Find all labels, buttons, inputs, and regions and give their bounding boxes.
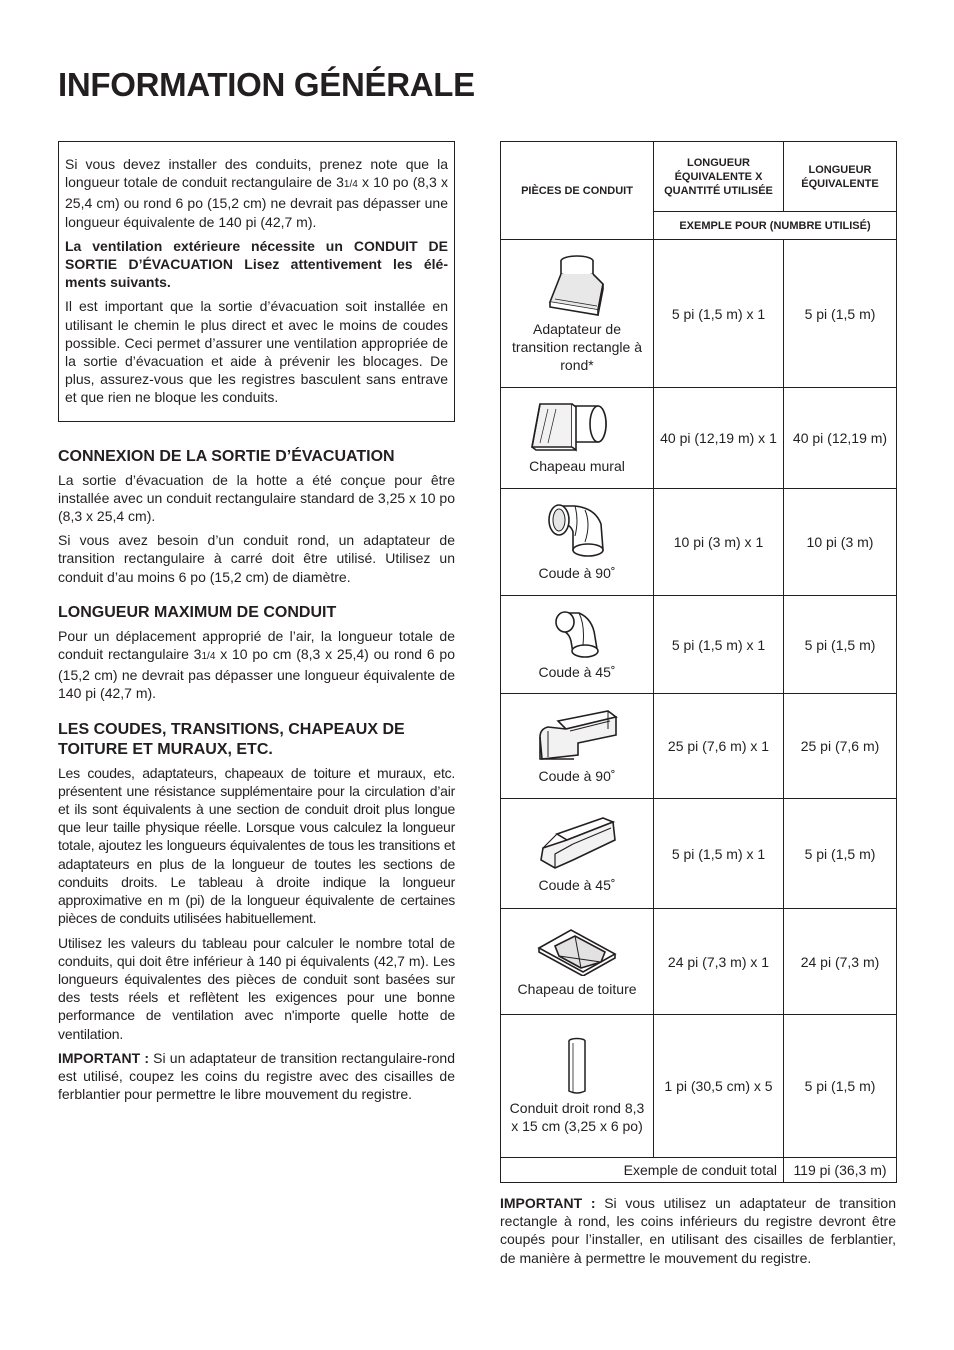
rect-elbow-45-icon <box>533 814 621 872</box>
table-row <box>501 799 897 909</box>
part-label: Chapeau de toiture <box>517 980 637 997</box>
rect-elbow-90-icon <box>534 707 620 763</box>
paragraph: Si vous avez besoin d’un conduit rond, un adaptateur de transition rectangulaire à carré doit être utilisé. Utilisez un conduit d’au moins 6 po (15,2 cm) de diamètre. <box>58 532 455 585</box>
intro-paragraph-3: Il est important que la sortie d’évacuation soit installée en utilisant le chemin le plus direct et avec le moins de coudes possible. Ceci permet d’assurer une ventilation appropriée de la sortie d’évacuation et aide à prévenir les blocages. De plus, assurez-vous que les registres basculent sans entrave et que rien ne bloque les conduits. <box>65 298 448 406</box>
important-label: IMPORTANT : <box>58 1049 150 1066</box>
part-label: Coude à 45˚ <box>538 663 616 680</box>
equiv-cell: 40 pi (12,19 m) <box>784 388 897 489</box>
part-label: Conduit droit rond 8,3 x 15 cm (3,25 x 6 po) <box>509 1100 645 1134</box>
table-row <box>501 596 897 694</box>
equiv-cell: 10 pi (3 m) <box>784 489 897 596</box>
header-qty: LONGUEUR ÉQUIVALENTE X QUANTITÉ UTILISÉE <box>654 142 784 212</box>
section-coudes <box>58 720 455 1104</box>
table-row <box>501 909 897 1015</box>
fraction: 1/4 <box>201 651 216 663</box>
paragraph: La sortie d’évacuation de la hotte a été conçue pour être installée avec un conduit rectangulaire standard de 3,25 x 10 po (8,3 x 25,4 cm). <box>58 471 455 525</box>
important-label: IMPORTANT : <box>500 1195 596 1211</box>
part-cell <box>501 1015 654 1158</box>
section-heading: LES COUDES, TRANSITIONS, CHAPEAUX DE TOITURE ET MURAUX, ETC. <box>58 720 405 758</box>
equiv-cell: 24 pi (7,3 m) <box>784 909 897 1015</box>
duct-parts-table <box>500 141 897 1183</box>
qty-cell: 5 pi (1,5 m) x 1 <box>654 596 784 694</box>
header-example: EXEMPLE POUR (NUMBRE UTILISÉ) <box>654 212 897 240</box>
total-row <box>501 1158 897 1183</box>
table-row <box>501 1015 897 1158</box>
important-paragraph: IMPORTANT : Si un adaptateur de transition rectangulaire-rond est utilisé, coupez les coins du registre avec des cisailles de ferblantier pour permettre le libre mouvement du registre. <box>58 1049 455 1103</box>
part-label: Coude à 90˚ <box>538 565 616 581</box>
part-cell <box>501 388 654 489</box>
part-cell <box>501 694 654 799</box>
transition-adapter-icon <box>545 254 609 316</box>
qty-cell: 1 pi (30,5 cm) x 5 <box>654 1015 784 1158</box>
equiv-cell: 5 pi (1,5 m) <box>784 799 897 909</box>
part-cell <box>501 240 654 388</box>
table-row <box>501 694 897 799</box>
intro-paragraph-1: Si vous devez installer des conduits, prenez note que la longueur totale de conduit rectangulaire de 31/4 x 10 po (8,3 x 25,4 cm) ou rond 6 po (15,2 cm) ne devrait pas dépasser une longueur équivalente de 140 pi (42,7 m). <box>65 156 449 230</box>
table-row <box>501 388 897 489</box>
round-elbow-90-icon <box>545 502 609 560</box>
equiv-cell: 5 pi (1,5 m) <box>784 1015 897 1158</box>
section-heading: LONGUEUR MAXIMUM DE CONDUIT <box>58 603 337 621</box>
equiv-cell: 5 pi (1,5 m) <box>784 240 897 388</box>
qty-cell: 10 pi (3 m) x 1 <box>654 489 784 596</box>
qty-cell: 40 pi (12,19 m) x 1 <box>654 388 784 489</box>
header-pieces: PIÈCES DE CONDUIT <box>501 142 654 240</box>
total-value: 119 pi (36,3 m) <box>784 1158 897 1183</box>
table-row <box>501 489 897 596</box>
paragraph: Utilisez les valeurs du tableau pour calculer le nombre total de conduits, qui doit être inférieur à 140 pi équivalents (42,7 m). Les longueurs équivalentes des pièces de conduit sont basées sur des tests réels et reflètent les exigences pour une bonne performance de ventilation avec n'importe quelle hotte de ventilation. <box>58 934 455 1042</box>
part-label: Coude à 45˚ <box>538 876 616 893</box>
intro-paragraph-2: La ventilation extérieure nécessite un CONDUIT DE SORTIE D’ÉVACUATION Lisez attentivement les élé-ments suivants. <box>65 237 448 291</box>
section-connexion <box>58 447 455 586</box>
round-elbow-45-icon <box>553 609 601 659</box>
part-cell <box>501 909 654 1015</box>
part-label: Adaptateur de transition rectangle à rond* <box>512 320 642 373</box>
equiv-cell: 5 pi (1,5 m) <box>784 596 897 694</box>
qty-cell: 25 pi (7,6 m) x 1 <box>654 694 784 799</box>
part-cell <box>501 596 654 694</box>
qty-cell: 5 pi (1,5 m) x 1 <box>654 799 784 909</box>
paragraph: Pour un déplacement approprié de l’air, la longueur totale de conduit rectangulaire 31/4 x 10 po cm (8,3 x 25,4) ou rond 6 po (15,2 cm) ne devrait pas dépasser une longueur équivalente de 140 pi (42,7 m). <box>58 627 456 702</box>
wall-cap-icon <box>528 401 626 453</box>
qty-cell: 5 pi (1,5 m) x 1 <box>654 240 784 388</box>
header-equiv: LONGUEUR ÉQUIVALENTE <box>784 142 897 212</box>
bottom-important-note: IMPORTANT : Si vous utilisez un adaptateur de transition rectangle à rond, les coins inférieurs du registre devront être coupés pour l’installer, en utilisant des cisailles de ferblantier, de manière à permettre le mouvement du registre. <box>500 1195 897 1266</box>
straight-duct-icon <box>566 1037 588 1095</box>
left-column <box>58 141 455 1109</box>
roof-cap-icon <box>535 926 619 976</box>
part-cell <box>501 799 654 909</box>
fraction: 1/4 <box>343 179 358 191</box>
part-cell <box>501 489 654 596</box>
intro-box <box>58 141 455 422</box>
section-longueur <box>58 603 455 703</box>
qty-cell: 24 pi (7,3 m) x 1 <box>654 909 784 1015</box>
table-row <box>501 240 897 388</box>
section-heading: CONNEXION DE LA SORTIE D’ÉVACUATION <box>58 447 395 465</box>
page-title: INFORMATION GÉNÉRALE <box>58 66 475 103</box>
part-label: Coude à 90˚ <box>538 768 616 784</box>
total-label: Exemple de conduit total <box>501 1158 784 1183</box>
equiv-cell: 25 pi (7,6 m) <box>784 694 897 799</box>
paragraph: Les coudes, adaptateurs, chapeaux de toiture et muraux, etc. présentent une résistance supplémentaire pour la circulation d’air et ils sont équivalents à une section de conduit droit plus longue que leur taille physique réelle. Lorsque vous calculez la longueur totale, ajoutez les longueurs équivalentes de tous les transitions et adaptateurs en plus de la longueur de toutes les sections de conduits droits. Le tableau à droite indique la longueur approximative en m (pi) de la longueur équivalente de certaines pièces de conduits utilisées habituellement. <box>58 764 455 927</box>
part-label: Chapeau mural <box>529 458 625 474</box>
